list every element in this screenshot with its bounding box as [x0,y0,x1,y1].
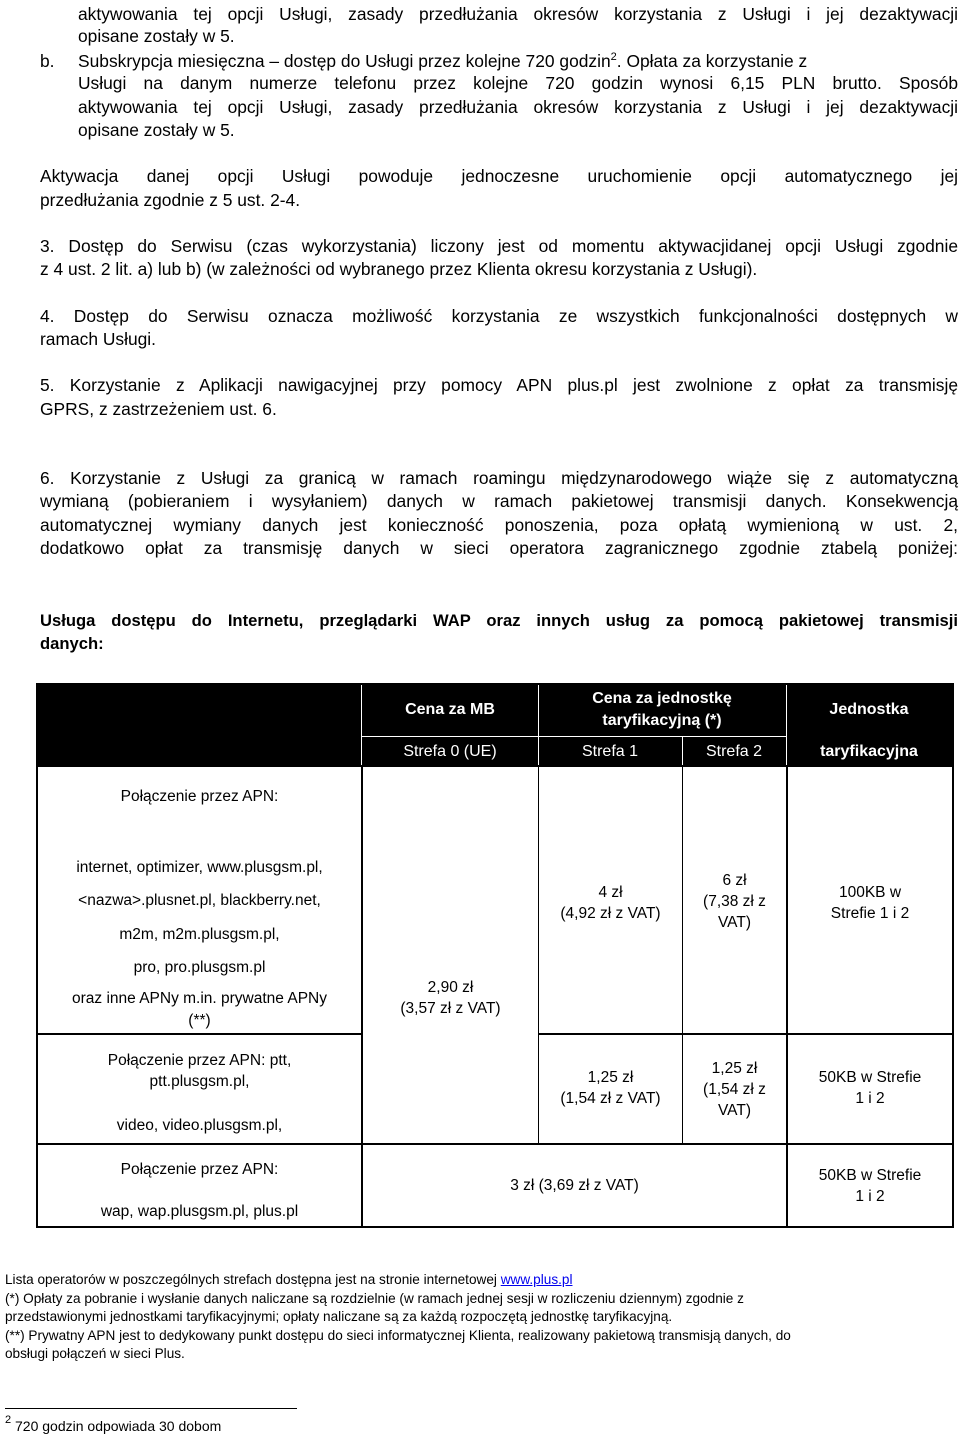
unit-text: Strefie 1 i 2 [830,905,910,922]
footnote-rule [5,1408,297,1409]
header-strefa0: Strefa 0 (UE) [403,742,497,760]
unit-text: 1 i 2 [855,1090,885,1107]
text-fragment: . Opłata za korzystanie z [616,51,808,71]
text-line: dodatkowo opłat za transmisję danych w sieci operatora zagranicznego zgodnie ztabelą poniżej: [40,538,958,558]
unit-text: 50KB w Strefie [818,1167,922,1184]
header-divider [538,685,539,765]
text-line: z 4 ust. 2 lit. a) lub b) (w zależności od wybranego przez Klienta okresu korzystania z Usługi). [40,259,758,279]
table-border [952,683,954,1228]
row1-apn-line: oraz inne APNy m.in. prywatne APNy [71,989,327,1007]
text-line: Aktywacja danej opcji Usługi powoduje jednoczesne uruchomienie opcji automatycznego jej [40,166,958,186]
note-operators [5,1271,955,1289]
header-strefa2: Strefa 2 [705,742,763,760]
label-text: ptt.plusgsm.pl, [149,1073,250,1090]
text-line: 6. Korzystanie z Usługi za granicą w ramach roamingu międzynarodowego wiąże się z automatyczną [40,468,958,488]
row2-strefa1-price [539,1063,682,1113]
header-cena-jednostka [539,685,785,735]
row2-label-line: video, video.plusgsm.pl, [116,1116,283,1134]
strefa0-price [363,973,538,1023]
pricing-table [36,683,954,1228]
text-line: opisane zostały w 5. [78,120,235,140]
plus-link[interactable]: www.plus.pl [500,1272,573,1287]
unit-text: 50KB w Strefie [818,1069,922,1086]
table-border [36,1033,362,1035]
price-text: 1,25 zł [587,1069,634,1086]
price-text: (4,92 zł z VAT) [560,905,661,922]
text-line: 5. Korzystanie z Aplikacji nawigacyjnej przy pomocy APN plus.pl jest zwolnione z opłat za transmisję [40,375,958,395]
price-text: (1,54 zł z [703,1080,766,1098]
header-divider [361,685,362,765]
price-text: (1,54 zł z VAT) [560,1090,661,1107]
price-text: VAT) [717,913,751,931]
row1-apn-line: internet, optimizer, www.plusgsm.pl, [76,858,323,876]
header-divider [786,685,787,765]
row1-strefa1-price [539,878,682,928]
header-cena-mb: Cena za MB [405,701,495,718]
text-line: wymianą (pobieraniem i wysyłaniem) danych w ramach pakietowej transmisji danych. Konsekwencją [40,491,958,511]
header-strefa1: Strefa 1 [581,742,639,760]
text-line: automatycznej wymiany danych jest konieczność ponoszenia, poza opłatą wymienioną w ust. 2, [40,515,958,535]
text-line: GPRS, z zastrzeżeniem ust. 6. [40,399,277,419]
section-heading: Usługa dostępu do Internetu, przeglądarki WAP oraz innych usług za pomocą pakietowej transmisji [40,611,958,630]
text-line [78,50,958,72]
row3-label-line: wap, wap.plusgsm.pl, plus.pl [100,1202,299,1220]
text-line: 4. Dostęp do Serwisu oznacza możliwość korzystania ze wszystkich funkcjonalności dostępnych w [40,306,958,326]
text-fragment [78,50,807,72]
row3-price: 3 zł (3,69 zł z VAT) [510,1177,639,1194]
note-line: (*) Opłaty za pobranie i wysłanie danych naliczane są rozdzielnie (w ramach jednej sesji w rozliczeniu dziennym) zgodnie z [5,1291,744,1306]
text-line: przedłużania zgodnie z 5 ust. 2-4. [40,190,301,210]
row1-apn-line: pro, pro.plusgsm.pl [133,958,266,976]
price-text: (7,38 zł z [703,892,766,910]
note-text: Lista operatorów w poszczególnych strefach dostępna jest na stronie internetowej [5,1272,501,1287]
text-line: Usługi na danym numerze telefonu przez kolejne 720 godzin wynosi 6,15 PLN brutto. Sposób [78,73,958,93]
footnote-ref: 2 [610,51,617,63]
table-border [538,1033,954,1035]
list-marker: b. [40,51,55,71]
header-text: Cena za jednostkę [592,690,732,707]
row1-unit [788,878,952,928]
unit-text: 100KB w [838,884,902,901]
header-jednostka: Jednostka [829,701,909,718]
header-taryfikacyjna: taryfikacyjna [820,742,918,760]
note-line: obsługi połączeń w sieci Plus. [5,1346,185,1361]
header-divider [362,736,786,737]
row3-unit [788,1161,952,1211]
row2-strefa2-price [683,1056,786,1122]
footnote [5,1414,222,1434]
row1-apn-line: (**) [188,1011,211,1029]
text-line: 3. Dostęp do Serwisu (czas wykorzystania) liczony jest od momentu aktywacjidanej opcji Usługi zgodnie [40,236,958,256]
table-border [36,1226,954,1228]
row2-unit [788,1063,952,1113]
row2-label [38,1049,361,1093]
section-heading: danych: [40,634,104,653]
price-text: 6 zł [722,871,747,889]
text-line: opisane zostały w 5. [78,26,235,46]
text-line: aktywowania tej opcji Usługi, zasady przedłużania okresów korzystania z Usługi i jej dezaktywacji [78,4,958,24]
footnote-text: 720 godzin odpowiada 30 dobom [11,1418,222,1434]
text-line: aktywowania tej opcji Usługi, zasady przedłużania okresów korzystania z Usługi i jej dezaktywacji [78,97,958,117]
footnote-number: 2 [5,1414,12,1426]
header-divider [682,737,683,765]
header-text: taryfikacyjną (*) [602,712,722,729]
price-text: 4 zł [598,884,623,901]
table-border [786,767,788,1228]
label-text: Połączenie przez APN: ptt, [107,1052,292,1069]
row1-apn-line: <nazwa>.plusnet.pl, blackberry.net, [78,891,321,909]
row1-strefa2-price [683,868,786,934]
row1-label-title: Połączenie przez APN: [120,787,279,805]
text-fragment: Subskrypcja miesięczna – dostęp do Usługi przez kolejne 720 godzin [78,51,611,71]
price-text: VAT) [717,1101,751,1119]
row1-apn-line: m2m, m2m.plusgsm.pl, [119,925,280,943]
price-text: 1,25 zł [711,1059,758,1077]
row3-label-line: Połączenie przez APN: [120,1160,279,1178]
text-line: ramach Usługi. [40,329,156,349]
price-text: (3,57 zł z VAT) [400,1000,501,1017]
note-line: przedstawionymi jednostkami taryfikacyjnymi; opłaty naliczane są za każdą rozpoczętą jednostkę taryfikacyjną. [5,1309,673,1324]
note-line: (**) Prywatny APN jest to dedykowany punkt dostępu do sieci informatycznej Klienta, realizowany pakietową transmisją danych, do [5,1328,791,1343]
unit-text: 1 i 2 [855,1188,885,1205]
price-text: 2,90 zł [427,979,474,996]
